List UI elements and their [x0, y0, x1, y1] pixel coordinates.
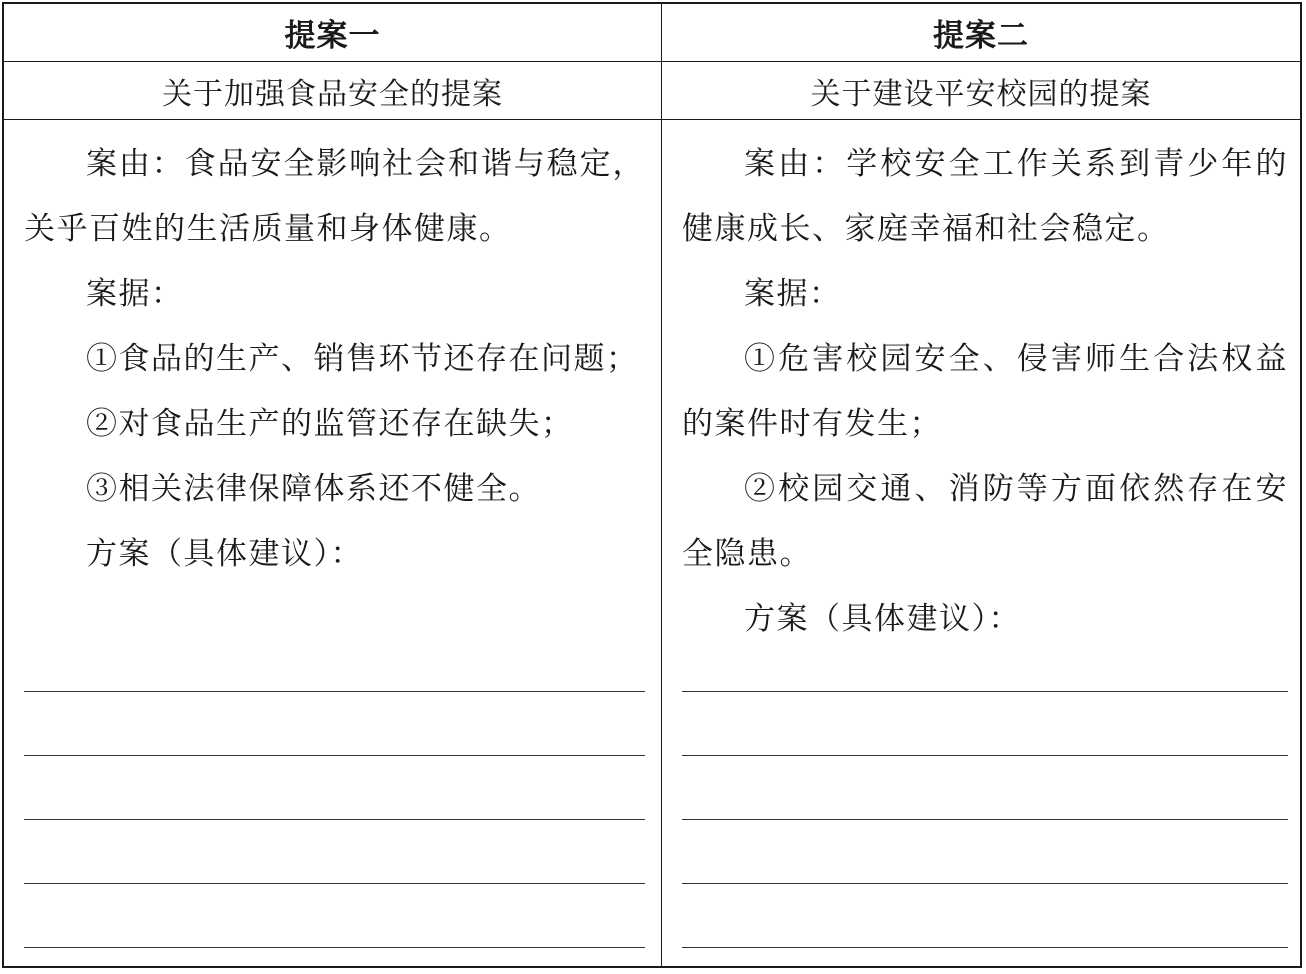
- proposal-1-reason: 案由：食品安全影响社会和谐与稳定，关乎百姓的生活质量和身体健康。: [24, 146, 645, 247]
- proposal-1-basis-item: ①食品的生产、销售环节还存在问题；: [86, 341, 639, 377]
- answer-line: [682, 756, 1288, 820]
- proposal-1-basis-item: ③相关法律保障体系还不健全。: [86, 471, 541, 507]
- proposal-1-header: 提案一: [4, 4, 662, 62]
- proposal-1-answer-area[interactable]: [24, 628, 645, 948]
- proposal-2-title: 关于建设平安校园的提案: [662, 62, 1300, 120]
- answer-line: [682, 692, 1288, 756]
- answer-line: [682, 628, 1288, 692]
- proposal-2-header: 提案二: [662, 4, 1300, 62]
- proposal-2-body: [662, 120, 1300, 966]
- proposal-2-plan-label: 方案（具体建议）：: [744, 601, 1021, 637]
- answer-line: [24, 884, 645, 948]
- answer-line: [24, 756, 645, 820]
- answer-line: [24, 628, 645, 692]
- proposal-2-basis-label: 案据：: [744, 276, 842, 312]
- proposal-1-basis-item: ②对食品生产的监管还存在缺失；: [86, 406, 574, 442]
- proposal-2-reason: 案由：学校安全工作关系到青少年的健康成长、家庭幸福和社会稳定。: [682, 146, 1288, 247]
- proposal-2-basis-item: ②校园交通、消防等方面依然存在安全隐患。: [682, 471, 1288, 572]
- proposal-1-body: [4, 120, 662, 966]
- answer-line: [682, 820, 1288, 884]
- proposal-1-plan-label: 方案（具体建议）：: [86, 536, 363, 572]
- proposal-2-basis-item: ①危害校园安全、侵害师生合法权益的案件时有发生；: [682, 341, 1288, 442]
- proposal-table: [2, 2, 1302, 968]
- answer-line: [24, 692, 645, 756]
- proposal-2-answer-area[interactable]: [682, 628, 1288, 948]
- answer-line: [24, 820, 645, 884]
- proposal-1-basis-label: 案据：: [86, 276, 184, 312]
- proposal-1-title: 关于加强食品安全的提案: [4, 62, 662, 120]
- answer-line: [682, 884, 1288, 948]
